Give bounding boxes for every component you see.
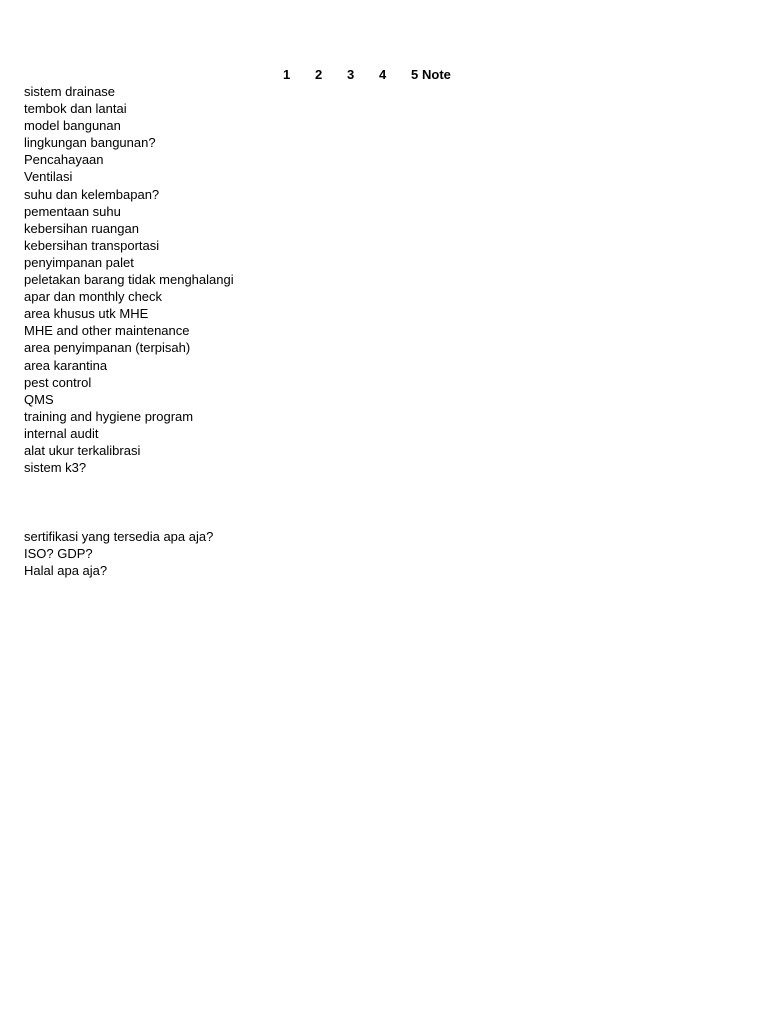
list-item: area penyimpanan (terpisah) [24,340,191,356]
rating-header-row [0,66,768,83]
list-item: ISO? GDP? [24,546,93,562]
list-item: alat ukur terkalibrasi [24,442,141,458]
list-item: penyimpanan palet [24,254,134,270]
rating-column-1: 1 [283,67,291,82]
list-item: kebersihan ruangan [24,220,139,236]
list-item: QMS [24,391,54,407]
list-item: area karantina [24,357,108,373]
list-item: MHE and other maintenance [24,323,190,339]
list-item: Ventilasi [24,169,73,185]
list-item: sistem drainase [24,84,116,99]
note-column: Note [422,67,451,82]
rating-column-5: 5 [411,67,419,82]
list-item: model bangunan [24,118,121,134]
list-item: tembok dan lantai [24,101,127,117]
list-item: Halal apa aja? [24,563,108,579]
rating-column-3: 3 [347,67,355,82]
rating-column-4: 4 [379,67,387,82]
list-item: peletakan barang tidak menghalangi [24,272,234,288]
list-item: pementaan suhu [24,203,121,219]
rating-column-2: 2 [315,67,323,82]
list-item: internal audit [24,425,99,441]
list-item: pest control [24,374,92,390]
list-item: suhu dan kelembapan? [24,186,160,202]
list-item: sistem k3? [24,460,87,476]
certification-questions [24,528,213,579]
list-item: area khusus utk MHE [24,306,149,322]
list-item: sertifikasi yang tersedia apa aja? [24,529,214,544]
list-item: lingkungan bangunan? [24,135,156,151]
list-item: training and hygiene program [24,408,194,424]
list-item: Pencahayaan [24,152,104,168]
list-item: apar dan monthly check [24,289,163,305]
list-item: kebersihan transportasi [24,237,160,253]
checklist [24,83,234,476]
